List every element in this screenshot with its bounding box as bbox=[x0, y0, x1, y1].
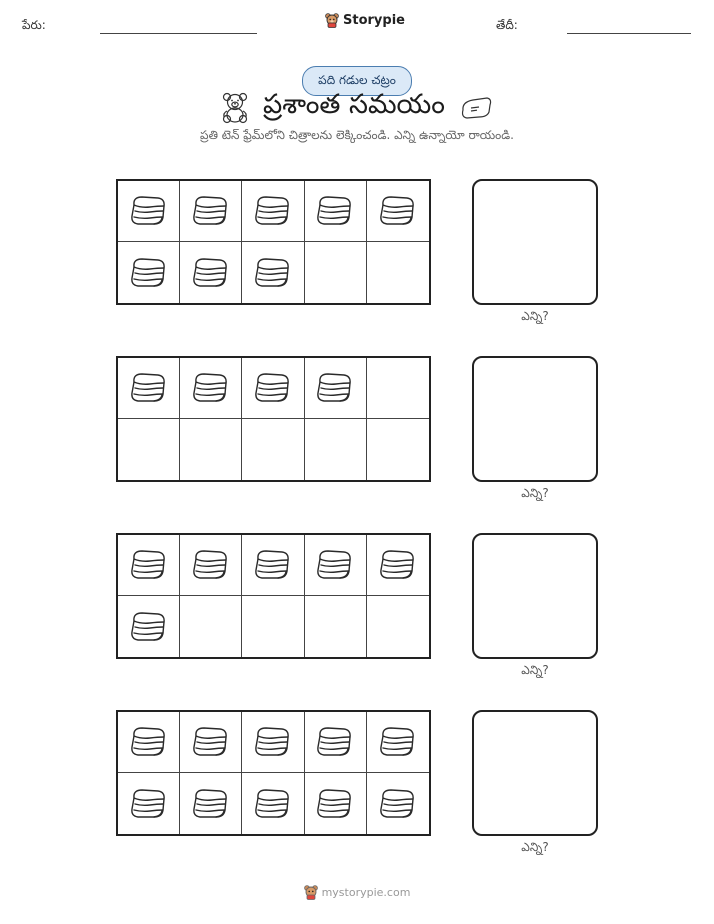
ten-frame-cell bbox=[118, 242, 180, 303]
ten-frame-cell bbox=[367, 596, 429, 657]
answer-box[interactable] bbox=[472, 533, 598, 659]
folded-blanket-icon bbox=[128, 786, 170, 822]
folded-blanket-icon bbox=[190, 193, 232, 229]
ten-frame-cell bbox=[367, 419, 429, 480]
answer-label: ఎన్ని? bbox=[521, 486, 549, 500]
folded-blanket-icon bbox=[128, 547, 170, 583]
footer-website: mystorypie.com bbox=[321, 885, 411, 899]
ten-frame-cell bbox=[180, 712, 242, 773]
folded-blanket-icon bbox=[190, 370, 232, 406]
ten-frame-cell bbox=[118, 181, 180, 242]
instructions: ప్రతి టెన్ ఫ్రేమ్‌లోని చిత్రాలను లెక్కించండి. ఎన్ని ఉన్నాయో రాయండి. bbox=[200, 128, 514, 142]
date-line[interactable] bbox=[567, 33, 691, 34]
folded-blanket-icon bbox=[314, 724, 356, 760]
folded-blanket-icon bbox=[190, 724, 232, 760]
ten-frame-cell bbox=[180, 242, 242, 303]
folded-blanket-icon bbox=[377, 724, 419, 760]
bear-logo-icon bbox=[325, 12, 339, 28]
ten-frame-cell bbox=[367, 181, 429, 242]
ten-frame-cell bbox=[242, 535, 304, 596]
teddy-bear-icon bbox=[221, 92, 249, 124]
ten-frame-cell bbox=[305, 419, 367, 480]
ten-frame bbox=[116, 710, 431, 836]
answer-label: ఎన్ని? bbox=[521, 840, 549, 854]
ten-frame-cell bbox=[305, 242, 367, 303]
ten-frame bbox=[116, 356, 431, 482]
ten-frame-cell bbox=[305, 181, 367, 242]
answer-label: ఎన్ని? bbox=[521, 663, 549, 677]
ten-frame-cell bbox=[180, 419, 242, 480]
ten-frame-cell bbox=[367, 358, 429, 419]
ten-frame-cell bbox=[180, 773, 242, 834]
ten-frame-cell bbox=[118, 773, 180, 834]
ten-frame-cell bbox=[305, 535, 367, 596]
page-title: ప్రశాంత సమయం bbox=[263, 89, 445, 120]
title-row bbox=[0, 90, 714, 126]
folded-blanket-icon bbox=[252, 370, 294, 406]
ten-frame bbox=[116, 533, 431, 659]
ten-frame-cell bbox=[180, 358, 242, 419]
worksheet-tag: పది గడుల చట్రం bbox=[302, 66, 412, 96]
folded-blanket-icon bbox=[252, 724, 294, 760]
ten-frame-cell bbox=[367, 773, 429, 834]
folded-blanket-icon bbox=[190, 786, 232, 822]
ten-frame-cell bbox=[242, 773, 304, 834]
ten-frame-cell bbox=[242, 242, 304, 303]
ten-frame-cell bbox=[242, 712, 304, 773]
ten-frame-cell bbox=[242, 419, 304, 480]
name-line[interactable] bbox=[100, 33, 257, 34]
ten-frame bbox=[116, 179, 431, 305]
brand-name: Storypie bbox=[343, 12, 405, 28]
folded-blanket-icon bbox=[190, 547, 232, 583]
ten-frame-cell bbox=[367, 712, 429, 773]
answer-box[interactable] bbox=[472, 710, 598, 836]
ten-frame-cell bbox=[118, 358, 180, 419]
ten-frame-cell bbox=[118, 419, 180, 480]
folded-blanket-icon bbox=[190, 255, 232, 291]
folded-blanket-icon bbox=[314, 547, 356, 583]
bear-logo-icon bbox=[304, 884, 318, 900]
folded-blanket-icon bbox=[252, 786, 294, 822]
ten-frame-cell bbox=[305, 358, 367, 419]
ten-frame-cell bbox=[367, 242, 429, 303]
answer-label: ఎన్ని? bbox=[521, 309, 549, 323]
ten-frame-cell bbox=[180, 535, 242, 596]
pillow-icon bbox=[459, 96, 493, 120]
answer-box[interactable] bbox=[472, 179, 598, 305]
ten-frame-cell bbox=[242, 358, 304, 419]
ten-frame-cell bbox=[118, 596, 180, 657]
folded-blanket-icon bbox=[128, 193, 170, 229]
folded-blanket-icon bbox=[128, 609, 170, 645]
folded-blanket-icon bbox=[128, 255, 170, 291]
ten-frame-cell bbox=[305, 712, 367, 773]
ten-frame-cell bbox=[180, 181, 242, 242]
folded-blanket-icon bbox=[314, 786, 356, 822]
brand bbox=[325, 12, 405, 28]
folded-blanket-icon bbox=[252, 193, 294, 229]
answer-box[interactable] bbox=[472, 356, 598, 482]
ten-frame-cell bbox=[367, 535, 429, 596]
ten-frame-cell bbox=[118, 712, 180, 773]
folded-blanket-icon bbox=[377, 786, 419, 822]
name-label: పేరు: bbox=[22, 18, 46, 32]
folded-blanket-icon bbox=[314, 193, 356, 229]
folded-blanket-icon bbox=[128, 370, 170, 406]
footer bbox=[0, 884, 714, 900]
folded-blanket-icon bbox=[252, 255, 294, 291]
ten-frame-cell bbox=[242, 596, 304, 657]
ten-frame-cell bbox=[180, 596, 242, 657]
folded-blanket-icon bbox=[252, 547, 294, 583]
folded-blanket-icon bbox=[377, 193, 419, 229]
ten-frame-cell bbox=[305, 773, 367, 834]
folded-blanket-icon bbox=[377, 547, 419, 583]
folded-blanket-icon bbox=[314, 370, 356, 406]
ten-frame-cell bbox=[118, 535, 180, 596]
ten-frame-cell bbox=[242, 181, 304, 242]
date-label: తేదీ: bbox=[496, 18, 518, 32]
folded-blanket-icon bbox=[128, 724, 170, 760]
ten-frame-cell bbox=[305, 596, 367, 657]
